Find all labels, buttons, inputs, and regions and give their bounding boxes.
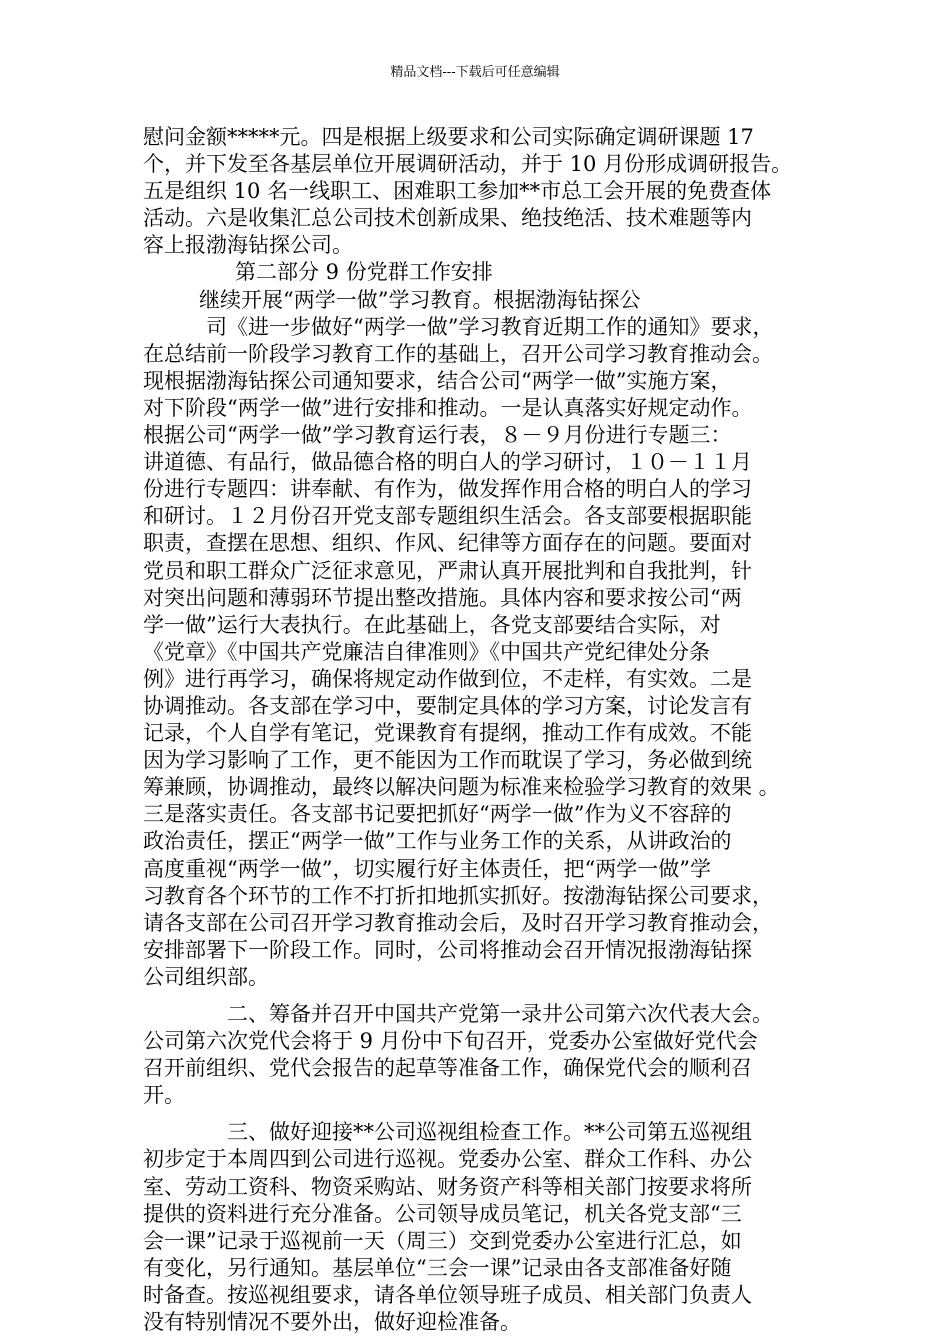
text-line: 党员和职工群众广泛征求意见，严肃认真开展批判和自我批判，针	[143, 558, 752, 583]
text-line: 慰问金额*****元。四是根据上级要求和公司实际确定调研课题 17	[143, 125, 754, 149]
text-line: 学一做”运行大表执行。在此基础上，各党支部要结合实际，对	[143, 612, 721, 637]
text-line: 二、筹备并召开中国共产党第一录井公司第六次代表大会。	[143, 1002, 773, 1026]
text-line: 高度重视“两学一做”，切实履行好主体责任，把“两学一做”学	[143, 856, 711, 881]
text-line: 安排部署下一阶段工作。同时，公司将推动会召开情况报渤海钻探	[143, 937, 752, 962]
text-line: 五是组织 10 名一线职工、困难职工参加**市总工会开展的免费查体	[143, 179, 772, 204]
text-line: 现根据渤海钻探公司通知要求，结合公司“两学一做”实施方案，	[143, 368, 732, 393]
page-header: 精品文档---下载后可任意编辑	[390, 65, 560, 80]
text-line: 会一课”记录于巡视前一天（周三）交到党委办公室进行汇总，如	[143, 1228, 742, 1253]
text-line: 开。	[143, 1083, 185, 1108]
text-line: 根据公司“两学一做”学习教育运行表，８－９月份进行专题三：	[143, 423, 732, 448]
paragraph	[143, 1119, 827, 1336]
text-line: 因为学习影响了工作，更不能因为工作而耽误了学习，务必做到统	[143, 748, 752, 773]
text-line: 在总结前一阶段学习教育工作的基础上，召开公司学习教育推动会。	[143, 341, 773, 366]
paragraph	[143, 259, 827, 286]
paragraph	[143, 287, 827, 314]
text-line: 有变化，另行通知。基层单位“三会一课”记录由各支部准备好随	[143, 1255, 732, 1280]
text-line: 活动。六是收集汇总公司技术创新成果、绝技绝活、技术难题等内	[143, 206, 752, 231]
text-line: 讲道德、有品行，做品德合格的明白人的学习研讨，１０－１１月	[143, 450, 752, 475]
text-line: 召开前组织、党代会报告的起草等准备工作，确保党代会的顺利召	[143, 1056, 752, 1081]
text-line: 司《进一步做好“两学一做”学习教育近期工作的通知》要求，	[143, 314, 774, 339]
text-line: 时备查。按巡视组要求，请各单位领导班子成员、相关部门负责人	[143, 1282, 752, 1307]
text-line: 三、做好迎接**公司巡视组检查工作。**公司第五巡视组	[143, 1120, 752, 1145]
text-line: 第二部分 9 份党群工作安排	[235, 260, 493, 285]
text-line: 请各支部在公司召开学习教育推动会后，及时召开学习教育推动会，	[143, 910, 773, 935]
text-line: 份进行专题四：讲奉献、有作为，做发挥作用合格的明白人的学习	[143, 477, 752, 502]
document-body	[143, 124, 827, 1336]
text-line: 公司组织部。	[143, 964, 269, 989]
text-line: 个，并下发至各基层单位开展调研活动，并于 10 月份形成调研报告。	[143, 152, 793, 177]
text-line: 习教育各个环节的工作不打折扣地抓实抓好。按渤海钻探公司要求，	[143, 883, 773, 908]
text-line: 没有特别情况不要外出，做好迎检准备。	[143, 1310, 521, 1335]
text-line: 《党章》《中国共产党廉洁自律准则》《中国共产党纪律处分条	[143, 639, 710, 664]
text-line: 公司第六次党代会将于 9 月份中下旬召开，党委办公室做好党代会	[143, 1029, 758, 1054]
text-line: 对突出问题和薄弱环节提出整改措施。具体内容和要求按公司“两	[143, 585, 742, 610]
text-line: 提供的资料进行充分准备。公司领导成员笔记，机关各党支部“三	[143, 1201, 742, 1226]
paragraph	[143, 124, 827, 259]
paragraph	[143, 1001, 827, 1109]
text-line: 政治责任，摆正“两学一做”工作与业务工作的关系，从讲政治的	[143, 829, 732, 854]
text-line: 记录，个人自学有笔记，党课教育有提纲，推动工作有成效。不能	[143, 721, 752, 746]
text-line: 三是落实责任。各支部书记要把抓好“两学一做”作为义不容辞的	[143, 802, 732, 827]
text-line: 室、劳动工资科、物资采购站、财务资产科等相关部门按要求将所	[143, 1174, 752, 1199]
paragraph	[143, 314, 827, 991]
text-line: 初步定于本周四到公司进行巡视。党委办公室、群众工作科、办公	[143, 1147, 752, 1172]
paragraph-gap	[143, 1109, 827, 1119]
text-line: 继续开展“两学一做”学习教育。根据渤海钻探公	[199, 287, 641, 312]
text-line: 和研讨。１２月份召开党支部专题组织生活会。各支部要根据职能	[143, 504, 752, 529]
text-line: 例》进行再学习，确保将规定动作做到位，不走样，有实效。二是	[143, 666, 752, 691]
text-line: 容上报渤海钻探公司。	[143, 233, 353, 258]
text-line: 职责，查摆在思想、组织、作风、纪律等方面存在的问题。要面对	[143, 531, 752, 556]
text-line: 筹兼顾，协调推动，最终以解决问题为标准来检验学习教育的效果 。	[143, 775, 780, 800]
text-line: 协调推动。各支部在学习中，要制定具体的学习方案，讨论发言有	[143, 693, 752, 718]
paragraph-gap	[143, 991, 827, 1001]
text-line: 对下阶段“两学一做”进行安排和推动。一是认真落实好规定动作。	[143, 395, 753, 420]
